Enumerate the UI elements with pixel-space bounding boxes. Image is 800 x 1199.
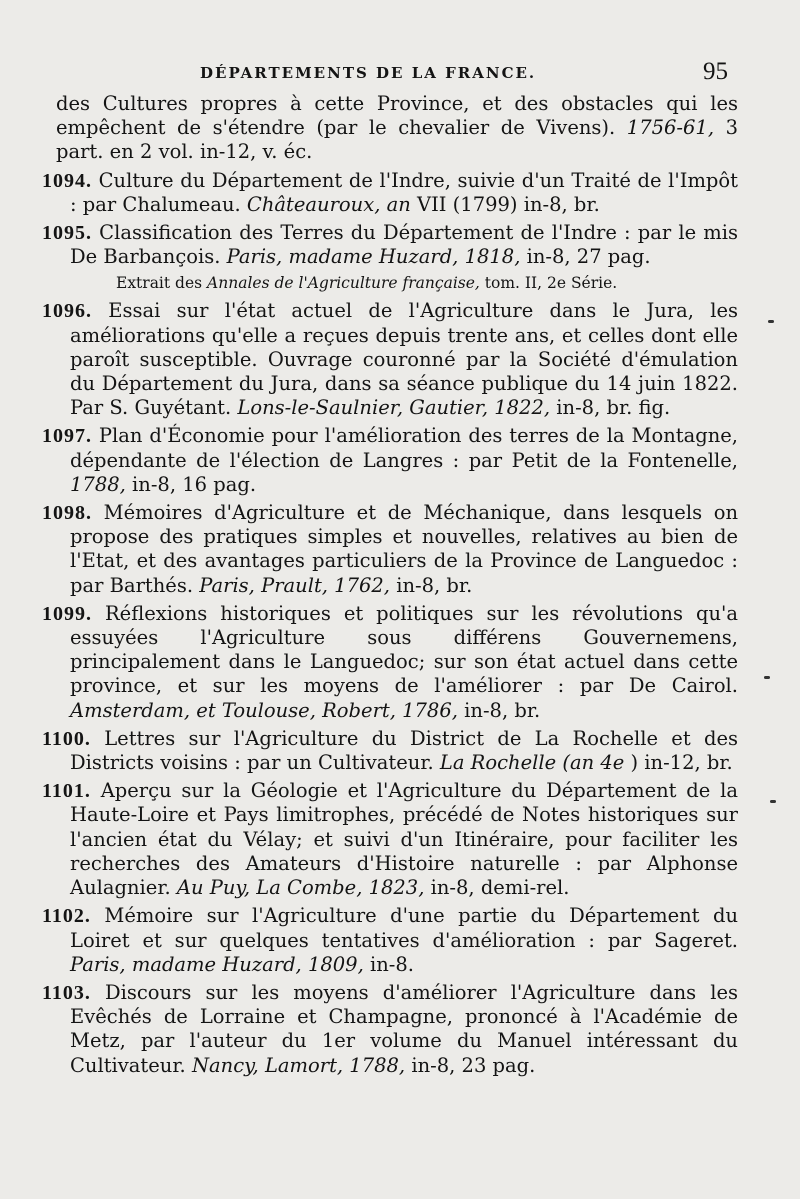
- entry-tail: 3 part. en 2 vol. in-12, v. éc.: [56, 116, 738, 164]
- entry-tail: in-8, 16 pag.: [132, 472, 257, 496]
- entry-number: 1094.: [42, 169, 92, 192]
- entry-imprint: Au Puy, La Combe, 1823,: [176, 876, 425, 900]
- entry-number: 1098.: [42, 502, 92, 525]
- entry-text: Réflexions historiques et politiques sur les révolutions qu'a essuyées l'Agriculture sous différens Gouvernemens, principalement dans le Languedoc; sur son état actuel dans cette province, et sur les moyens de l'améliorer : par De Cairol.: [70, 601, 738, 698]
- entry-number: 1100.: [42, 727, 91, 750]
- entry-1099: [42, 602, 738, 723]
- entry-tail: in-8, br.: [396, 573, 473, 597]
- entry-text: Aperçu sur la Géologie et l'Agriculture du Département de la Haute-Loire et Pays limitrophes, précédé de Notes historiques sur l'ancien état du Vélay; et suivi d'un Itinéraire, pour faciliter les recherches des Amateurs d'Histoire naturelle : par Alphonse Aulagnier.: [70, 779, 738, 900]
- entry-text: Essai sur l'état actuel de l'Agriculture dans le Jura, les améliorations qu'elle a reçues depuis trente ans, et celles dont elle paroît susceptible. Ouvrage couronné par la Société d'émulation du Département du Jura, dans sa séance publique du 14 juin 1822. Par S. Guyétant.: [70, 299, 738, 420]
- running-title: DÉPARTEMENTS DE LA FRANCE.: [200, 64, 537, 82]
- note-suffix: tom. II, 2e Série.: [484, 274, 618, 293]
- entry-text: Discours sur les moyens d'améliorer l'Agriculture dans les Evêchés de Lorraine et Champagne, prononcé à l'Académie de Metz, par l'auteur du 1er volume du Manuel intéressant du Cultivateur.: [70, 980, 738, 1077]
- entry-1103: [42, 981, 738, 1078]
- entry-tail: in-8, 27 pag.: [526, 245, 651, 269]
- entry-imprint: La Rochelle (an 4e: [439, 751, 625, 775]
- entry-number: 1099.: [42, 602, 92, 625]
- entry-number: 1103.: [42, 981, 91, 1004]
- entry-number: 1102.: [42, 905, 91, 928]
- entry-note: [42, 273, 738, 293]
- entry-1094: [42, 169, 738, 217]
- entry-1101: [42, 779, 738, 900]
- entry-number: 1097.: [42, 425, 92, 448]
- entry-1100: [42, 727, 738, 775]
- note-prefix: Extrait des: [116, 274, 203, 293]
- ink-speck: [768, 320, 774, 323]
- entry-imprint: Lons-le-Saulnier, Gautier, 1822,: [237, 396, 551, 420]
- entry-text: Plan d'Économie pour l'amélioration des terres de la Montagne, dépendante de l'élection de Langres : par Petit de la Fontenelle,: [70, 424, 738, 472]
- entry-tail: VII (1799) in-8, br.: [417, 192, 600, 216]
- entry-tail: in-8, br.: [464, 698, 541, 722]
- entry-tail: in-8.: [369, 952, 414, 976]
- page-header: [0, 58, 800, 90]
- entry-tail: ) in-12, br.: [630, 751, 733, 775]
- entry-imprint: Amsterdam, et Toulouse, Robert, 1786,: [70, 698, 458, 722]
- entry-text: des Cultures propres à cette Province, et des obstacles qui les empêchent de s'étendre (par le chevalier de Vivens).: [56, 92, 738, 140]
- entry-number: 1096.: [42, 300, 92, 323]
- entry-text: Lettres sur l'Agriculture du District de La Rochelle et des Districts voisins : par un Cultivateur.: [70, 726, 738, 775]
- entry-1095: [42, 221, 738, 269]
- ink-speck: [770, 800, 776, 803]
- entry-imprint: Paris, madame Huzard, 1818,: [226, 245, 521, 269]
- page-number: 95: [703, 58, 728, 85]
- entry-imprint: Paris, Prault, 1762,: [199, 573, 391, 597]
- bibliography-list: [42, 92, 738, 1082]
- entry-1096: [42, 299, 738, 420]
- entry-imprint: Châteauroux, an: [246, 192, 411, 216]
- entry-tail: in-8, br. fig.: [556, 396, 671, 420]
- entry-1102: [42, 904, 738, 977]
- entry-tail: in-8, 23 pag.: [411, 1053, 536, 1077]
- entry-1098: [42, 501, 738, 598]
- entry-continuation: [42, 92, 738, 165]
- entry-text: Classification des Terres du Département de l'Indre : par le mis De Barbançois.: [70, 221, 738, 269]
- entry-number: 1101.: [42, 780, 91, 803]
- entry-tail: in-8, demi-rel.: [430, 876, 570, 900]
- entry-imprint: Paris, madame Huzard, 1809,: [70, 952, 364, 976]
- entry-text: Culture du Département de l'Indre, suivie d'un Traité de l'Impôt : par Chalumeau.: [70, 168, 738, 216]
- entry-1097: [42, 424, 738, 497]
- entry-number: 1095.: [42, 222, 92, 245]
- entry-imprint: 1788,: [70, 472, 126, 496]
- entry-imprint: Nancy, Lamort, 1788,: [191, 1053, 406, 1077]
- note-source: Annales de l'Agriculture française,: [207, 274, 480, 293]
- entry-imprint: 1756-61,: [626, 116, 715, 140]
- entry-text: Mémoires d'Agriculture et de Méchanique, dans lesquels on propose des pratiques simples et nouvelles, relatives au bien de l'Etat, et des avantages particuliers de la Province de Languedoc : par Barthés.: [70, 501, 739, 597]
- ink-speck: [764, 676, 770, 679]
- entry-text: Mémoire sur l'Agriculture d'une partie du Département du Loiret et sur quelques tentatives d'amélioration : par Sageret.: [70, 904, 739, 952]
